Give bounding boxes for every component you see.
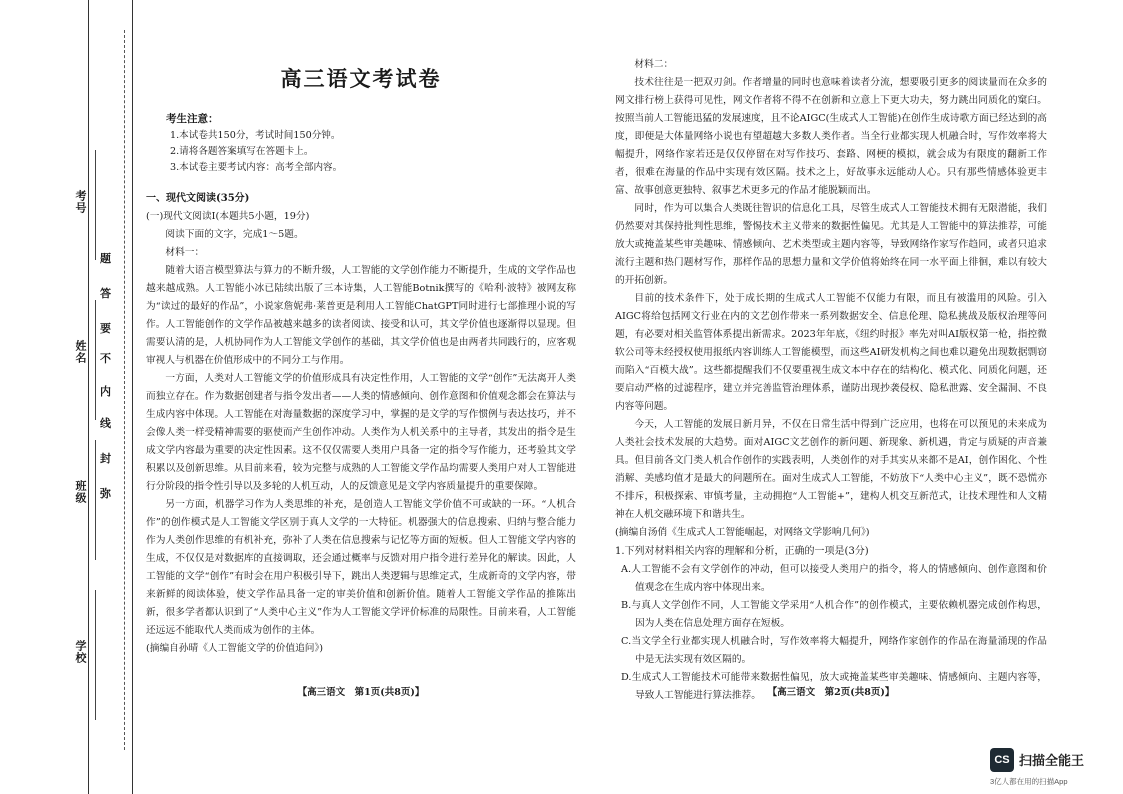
paragraph: 另一方面，机器学习作为人类思维的补充，是创造人工智能文学价值不可或缺的一环。“人机合作”的创作模式是人工智能文学区别于真人文学的一大特征。机器强大的信息搜索、归纳与整合能力作为人类创作思维的有机补充，弥补了人类在信息搜索与记忆等方面的短板。但人工智能文学内容的生成，不仅仅是对数据库的直接调取，还会通过概率与反馈对用户指令进行差异化的解读。因此，人工智能的文学“创作”有时会在用户积极引导下，跳出人类逻辑与思维定式，生成新奇的文学内容，带来新鲜的阅读体验，使文学作品具备一定的审美价值和创新价值。随着人工智能文学作品的推陈出新，很多学者都认识到了“人类中心主义”作为人工智能文学评价标准的局限性。目前来看，人工智能还远远不能取代人类而成为创作的主体。 (146, 499, 576, 636)
paragraph: 一方面，人类对人工智能文学的价值形成具有决定性作用，人工智能的文学“创作”无法离开人类而独立存在。作为数据创建者与指令发出者——人类的情感倾向、创作意图和价值观念都会在算法与生成内容中体现。人工智能在对海量数据的深度学习中，掌握的是文学的写作惯例与表达技巧，并不会像人类一样受精神需要的驱使而产生创作冲动。人类作为人机关系中的主导者，其发出的指令是生成文学内容最为重要的决定性因素。这不仅仅需要人类用户具备一定的指令写作能力，还考验其文学积累以及创新思维。从目前来看，较为完整与成熟的人工智能文学作品均需要人类用户对人工智能进行分阶段的指令性引导以及多轮的人机互动，人的反馈意见是文学内容质量提升的重要保障。 (146, 373, 576, 492)
paragraph: 目前的技术条件下，处于成长期的生成式人工智能不仅能力有限，而且有被滥用的风险。引入AIGC将给包括网文行业在内的文艺创作带来一系列数据安全、信息伦理、隐私挑战及版权治理等问题，有必要对相关监管体系提出新需求。2023年年底，《纽约时报》率先对叫AI版权第一枪，指控微软公司等未经授权使用报纸内容训练人工智能模型，而这些AI研发机构之间也难以避免出现数据剽窃而陷入“百模大战”。这些都提醒我们不仅要重视生成文本中存在的结构化、模式化、同质化问题，还要启动严格的过滤程序，建立并完善监管治理体系，谨防出现抄袭侵权、隐私泄露、安全漏洞、不良内容等问题。 (615, 293, 1047, 412)
paragraph: 技术往往是一把双刃剑。作者增量的同时也意味着读者分流，想要吸引更多的阅读量而在众多的网文排行榜上获得可见性，网文作者将不得不在创新和立意上下更大功夫，努力跳出同质化的窠臼。按照当前人工智能迅猛的发展速度，且不论AIGC(生成式人工智能)在创作生成诗歌方面已经达到的高度，即便是大体量网络小说也有望超越大多数人类作者。当全行业都实现人机融合时，写作效率将大幅提升，网络作家若还是仅仅停留在对写作技巧、套路、网梗的模拟，就会成为有限度的翻新工作者，很难在海量的作品中实现有效区隔。技术之上，好故事永远能动人心。只有那些情感体验更丰富、故事创意更独特、叙事艺术更多元的作品才能脱颖而出。 (615, 77, 1047, 196)
material-label: 材料二： (634, 59, 674, 70)
seal-char: 封 (100, 452, 111, 465)
exam-number-label: 考号 (74, 190, 87, 214)
answer-option-b: B.与真人文学创作不同，人工智能文学采用“人机合作”的创作模式，主要依赖机器完成创作构思，因为人类在信息处理方面存在短板。 (621, 600, 1047, 629)
seal-line (124, 30, 125, 750)
school-blank (95, 590, 96, 720)
material-label: 材料一： (165, 247, 205, 258)
class-label: 班级 (74, 480, 87, 504)
margin-rule (132, 0, 133, 794)
seal-char: 不 (100, 352, 111, 365)
seal-char: 题 (100, 252, 111, 265)
notice-list (170, 128, 576, 176)
subsection-heading: (一)现代文阅读Ⅰ(本题共5小题，19分) (146, 211, 310, 222)
camscanner-logo-icon: CS (990, 748, 1014, 772)
name-blank (95, 300, 96, 420)
right-page (615, 0, 1047, 794)
source-citation: (摘编自汤俏《生成式人工智能崛起，对网络文学影响几何》) (615, 527, 870, 538)
page-footer: 【高三语文 第1页(共8页)】 (297, 687, 425, 698)
notice-item: 2.请将各题答案填写在答题卡上。 (170, 146, 314, 157)
notice-item: 1.本试卷共150分，考试时间150分钟。 (170, 130, 341, 141)
exam-number-blank (95, 150, 96, 260)
notice-heading: 考生注意： (166, 113, 219, 125)
paragraph: 同时，作为可以集合人类既往智识的信息化工具，尽管生成式人工智能技术拥有无限潜能，我们仍然要对其保持批判性思维，警惕技术主义带来的数据性偏见。尤其是人工智能中的算法推荐，可能放大或掩盖某些审美趣味、情感倾向、艺术类型或主题内容等，导致网络作家写作趋同，或者只追求流行主题和热门题材写作，那样作品的思想力量和文学价值将始终在同一水平面上徘徊，难以有较大的开拓创新。 (615, 203, 1047, 286)
notice-item: 3.本试卷主要考试内容：高考全部内容。 (170, 162, 343, 173)
scanner-tagline: 3亿人都在用的扫描App (990, 777, 1068, 786)
answer-option-c: C.当文学全行业都实现人机融合时，写作效率将大幅提升，网络作家创作的作品在海量涌现的作品中是无法实现有效区隔的。 (621, 636, 1047, 665)
seal-char: 答 (100, 287, 111, 300)
class-blank (95, 440, 96, 560)
name-label: 姓名 (74, 340, 87, 364)
seal-char: 弥 (100, 487, 111, 500)
scanner-app-name: 扫描全能王 (1019, 753, 1085, 768)
paragraph: 随着大语言模型算法与算力的不断升级，人工智能的文学创作能力不断提升，生成的文学作品也越来越成熟。人工智能小冰已陆续出版了三本诗集，人工智能Botnik撰写的《哈利·波特》被网友称为“读过的最好的作品”，小说家詹妮弗·莱普更是利用人工智能ChatGPT同时进行七部推理小说的写作。人工智能创作的文学作品被越来越多的读者阅读、接受和认可，其文学价值也逐渐得以显现。但需要认清的是，人机协同作为人工智能文学创作的基础，其文学价值也是由两者共同践行的，应客观审视人与机器在价值形成中的不同分工与作用。 (146, 265, 576, 366)
answer-option-d: D.生成式人工智能技术可能带来数据性偏见，放大或掩盖某些审美趣味、情感倾向、主题内容等，导致人工智能进行算法推荐。 (621, 672, 1047, 701)
exam-title: 高三语文考试卷 (280, 66, 442, 91)
answer-option-a: A.人工智能不会有文学创作的冲动，但可以接受人类用户的指令，将人的情感倾向、创作意图和价值观念在生成内容中体现出来。 (621, 564, 1047, 593)
left-page (146, 0, 576, 794)
binding-margin (0, 0, 132, 794)
margin-rule (88, 0, 89, 794)
school-label: 学校 (74, 640, 87, 664)
page-footer: 【高三语文 第2页(共8页)】 (767, 687, 895, 698)
scanner-badge (990, 748, 1116, 788)
source-citation: (摘编自孙晴《人工智能文学的价值追问》) (146, 643, 324, 654)
seal-char: 要 (100, 322, 111, 335)
instruction: 阅读下面的文字，完成1～5题。 (165, 229, 304, 240)
paragraph: 今天，人工智能的发展日新月异，不仅在日常生活中得到广泛应用，也将在可以预见的未来成为人类社会技术发展的大趋势。面对AIGC文艺创作的新问题、新现象、新机遇，肯定与质疑的声音兼具。但目前各文门类人机合作创作的实践表明，人类创作的对手其实从来都不是AI，创作困化、个性消解、美感均值才是最大的问题所在。面对生成式人工智能，不妨放下“人类中心主义”，既不恐慌亦不排斥，积极探索、审慎考量，主动拥抱“人工智能+”，建构人机交互新范式，让技术理性和人文精神在人机交融环境下和谐共生。 (615, 419, 1047, 520)
seal-char: 线 (100, 417, 111, 430)
question-stem: 1.下列对材料相关内容的理解和分析，正确的一项是(3分) (615, 546, 869, 557)
seal-char: 内 (100, 385, 111, 398)
section-heading: 一、现代文阅读(35分) (146, 193, 250, 204)
